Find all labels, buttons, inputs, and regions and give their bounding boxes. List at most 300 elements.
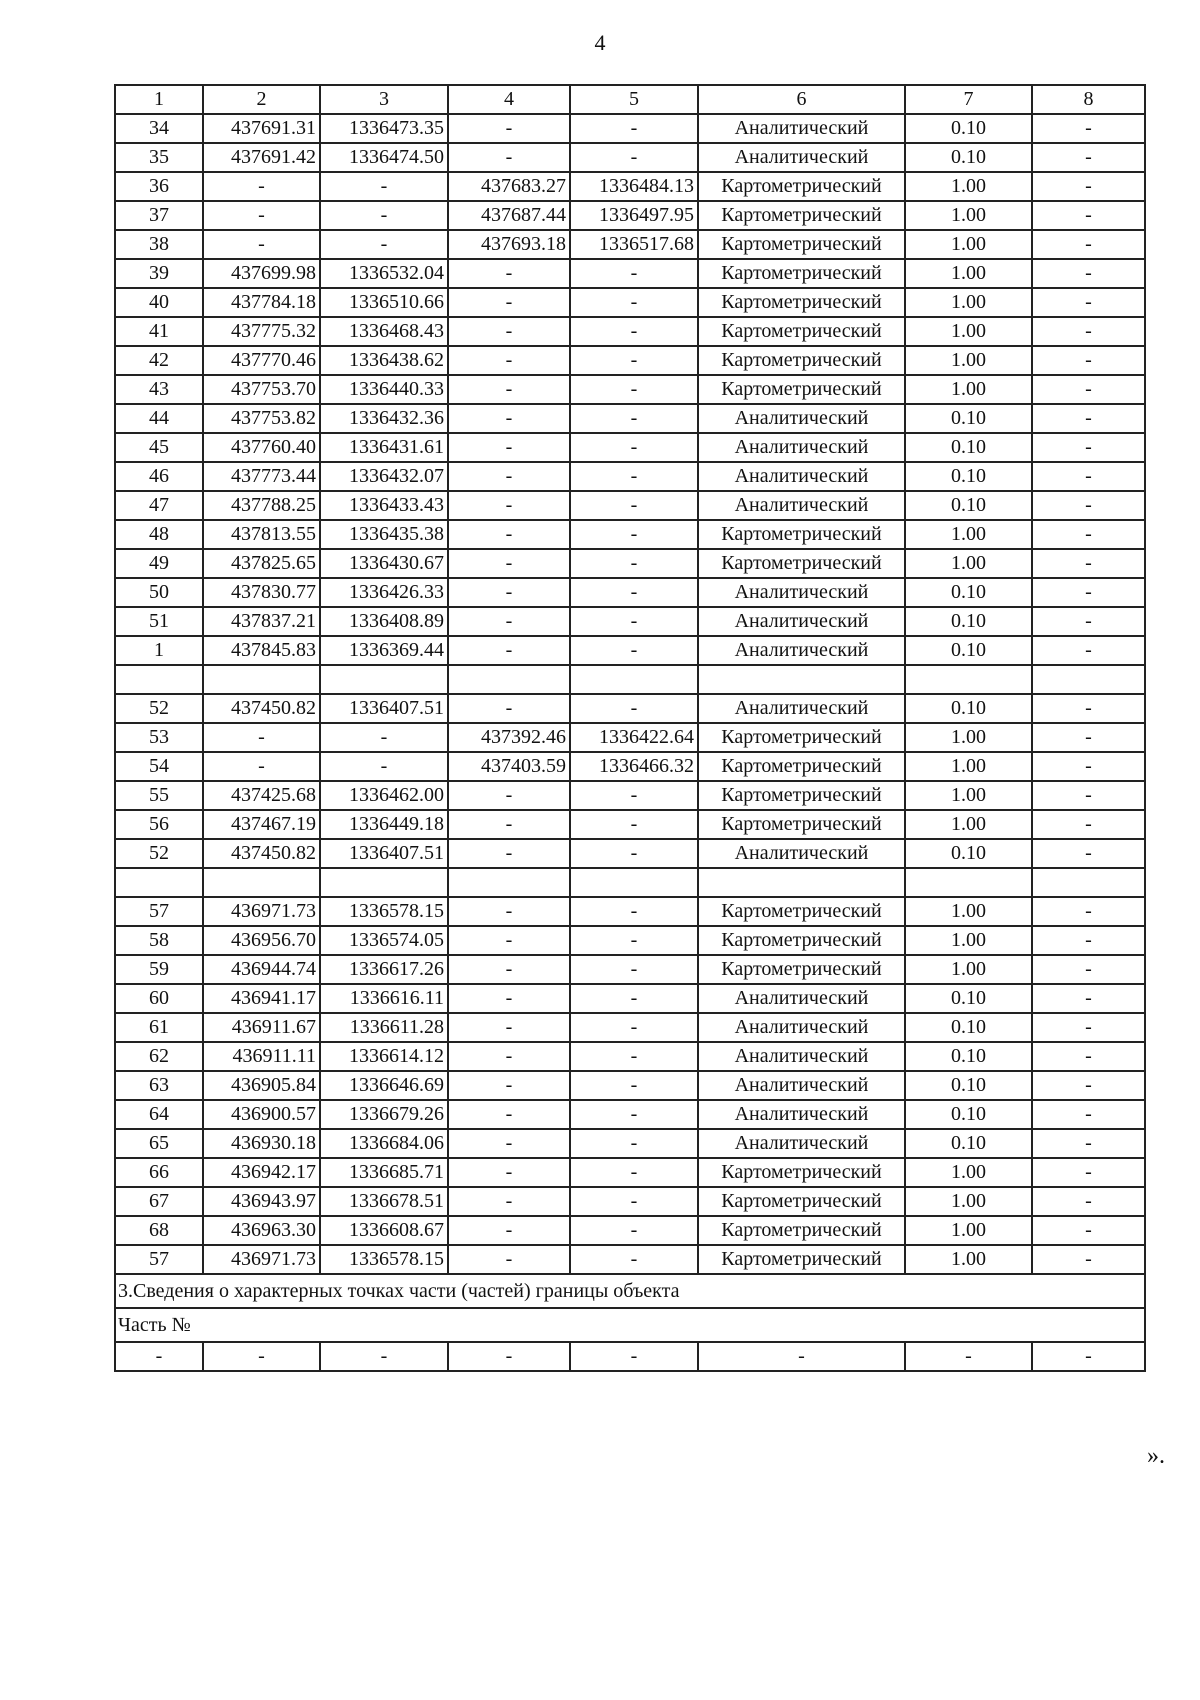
- table-cell: 42: [115, 346, 203, 375]
- table-cell: Аналитический: [698, 1100, 905, 1129]
- table-cell: -: [448, 1187, 570, 1216]
- table-row: [115, 723, 1145, 752]
- table-cell: 437467.19: [203, 810, 320, 839]
- table-cell: -: [448, 143, 570, 172]
- table-cell: 437770.46: [203, 346, 320, 375]
- table-cell: Аналитический: [698, 1013, 905, 1042]
- table-cell: 54: [115, 752, 203, 781]
- table-cell: 1336484.13: [570, 172, 698, 201]
- table-cell: Картометрический: [698, 781, 905, 810]
- table-cell: -: [570, 433, 698, 462]
- table-row: [115, 201, 1145, 230]
- table-cell: 37: [115, 201, 203, 230]
- table-cell: -: [570, 1216, 698, 1245]
- table-cell: 34: [115, 114, 203, 143]
- table-row: [115, 1100, 1145, 1129]
- table-cell: 1.00: [905, 1187, 1032, 1216]
- table-cell: 436941.17: [203, 984, 320, 1013]
- table-cell: -: [570, 1071, 698, 1100]
- table-row: [115, 1013, 1145, 1042]
- table-cell: 436930.18: [203, 1129, 320, 1158]
- table-cell: -: [1032, 1100, 1145, 1129]
- table-cell: [203, 665, 320, 694]
- separator-row: [115, 665, 1145, 694]
- table-cell: -: [1032, 404, 1145, 433]
- table-cell: 437753.82: [203, 404, 320, 433]
- table-cell: -: [1032, 491, 1145, 520]
- table-cell: -: [448, 578, 570, 607]
- table-row: [115, 1129, 1145, 1158]
- table-cell: -: [448, 810, 570, 839]
- table-cell: 437450.82: [203, 839, 320, 868]
- table-cell: 1336678.51: [320, 1187, 448, 1216]
- table-cell: Аналитический: [698, 404, 905, 433]
- table-cell: 1336407.51: [320, 839, 448, 868]
- table-row: [115, 549, 1145, 578]
- table-cell: -: [1032, 230, 1145, 259]
- table-cell: 47: [115, 491, 203, 520]
- table-cell: 53: [115, 723, 203, 752]
- table-cell: -: [448, 636, 570, 665]
- table-cell: Картометрический: [698, 201, 905, 230]
- table-cell: 437403.59: [448, 752, 570, 781]
- table-cell: -: [570, 346, 698, 375]
- table-cell: [320, 665, 448, 694]
- table-cell: 59: [115, 955, 203, 984]
- table-cell: 62: [115, 1042, 203, 1071]
- table-cell: -: [115, 1342, 203, 1371]
- table-cell: 1.00: [905, 172, 1032, 201]
- table-cell: -: [1032, 346, 1145, 375]
- table-cell: -: [1032, 810, 1145, 839]
- table-cell: -: [448, 346, 570, 375]
- table-cell: 1.00: [905, 1158, 1032, 1187]
- table-cell: 1.00: [905, 520, 1032, 549]
- table-cell: 1.00: [905, 288, 1032, 317]
- table-row: [115, 955, 1145, 984]
- table-cell: 40: [115, 288, 203, 317]
- table-row: [115, 897, 1145, 926]
- table-cell: -: [448, 1342, 570, 1371]
- table-cell: Аналитический: [698, 491, 905, 520]
- table-cell: Картометрический: [698, 752, 905, 781]
- table-cell: Аналитический: [698, 114, 905, 143]
- table-cell: 1336474.50: [320, 143, 448, 172]
- table-row: [115, 1216, 1145, 1245]
- table-cell: -: [1032, 1245, 1145, 1274]
- table-cell: 46: [115, 462, 203, 491]
- table-cell: 437691.31: [203, 114, 320, 143]
- table-cell: -: [570, 143, 698, 172]
- table-cell: -: [448, 839, 570, 868]
- table-cell: 0.10: [905, 491, 1032, 520]
- table-cell: -: [1032, 1158, 1145, 1187]
- table-cell: -: [1032, 1342, 1145, 1371]
- table-cell: 1336430.67: [320, 549, 448, 578]
- table-cell: 0.10: [905, 143, 1032, 172]
- table-cell: 57: [115, 897, 203, 926]
- table-cell: -: [1032, 1129, 1145, 1158]
- table-header-row: [115, 85, 1145, 114]
- table-cell: -: [570, 636, 698, 665]
- table-cell: 64: [115, 1100, 203, 1129]
- table-cell: 1336616.11: [320, 984, 448, 1013]
- table-cell: 0.10: [905, 114, 1032, 143]
- table-cell: 1.00: [905, 723, 1032, 752]
- table-row: [115, 926, 1145, 955]
- table-cell: 436944.74: [203, 955, 320, 984]
- table-cell: 1.00: [905, 549, 1032, 578]
- table-cell: 0.10: [905, 1129, 1032, 1158]
- table-cell: -: [1032, 520, 1145, 549]
- table-cell: 437693.18: [448, 230, 570, 259]
- table-row: [115, 346, 1145, 375]
- table-cell: -: [570, 1100, 698, 1129]
- table-cell: 1.00: [905, 781, 1032, 810]
- table-cell: -: [1032, 462, 1145, 491]
- table-row: [115, 317, 1145, 346]
- table-cell: -: [1032, 694, 1145, 723]
- table-cell: 436905.84: [203, 1071, 320, 1100]
- table-cell: 1336432.07: [320, 462, 448, 491]
- table-cell: 55: [115, 781, 203, 810]
- table-cell: -: [320, 172, 448, 201]
- table-cell: 436911.11: [203, 1042, 320, 1071]
- header-cell: 2: [203, 85, 320, 114]
- table-cell: 1: [115, 636, 203, 665]
- table-cell: -: [1032, 259, 1145, 288]
- table-cell: -: [570, 288, 698, 317]
- table-cell: 1336574.05: [320, 926, 448, 955]
- table-cell: 45: [115, 433, 203, 462]
- table-row: [115, 404, 1145, 433]
- table-cell: 0.10: [905, 404, 1032, 433]
- table-cell: 0.10: [905, 433, 1032, 462]
- table-cell: 1336431.61: [320, 433, 448, 462]
- table-cell: 60: [115, 984, 203, 1013]
- table-cell: -: [448, 1042, 570, 1071]
- table-cell: 1.00: [905, 201, 1032, 230]
- table-cell: 1336438.62: [320, 346, 448, 375]
- table-cell: 50: [115, 578, 203, 607]
- table-cell: Аналитический: [698, 462, 905, 491]
- table-cell: Картометрический: [698, 955, 905, 984]
- table-cell: 437784.18: [203, 288, 320, 317]
- table-cell: -: [570, 114, 698, 143]
- table-cell: -: [320, 723, 448, 752]
- table-cell: 1.00: [905, 752, 1032, 781]
- table-cell: -: [570, 259, 698, 288]
- table-cell: -: [570, 491, 698, 520]
- table-cell: 437837.21: [203, 607, 320, 636]
- table-cell: -: [570, 607, 698, 636]
- table-cell: -: [570, 1187, 698, 1216]
- table-cell: 0.10: [905, 1100, 1032, 1129]
- table-cell: 38: [115, 230, 203, 259]
- table-cell: -: [203, 752, 320, 781]
- table-cell: -: [1032, 752, 1145, 781]
- table-row: [115, 114, 1145, 143]
- table-cell: Аналитический: [698, 1042, 905, 1071]
- table-cell: 66: [115, 1158, 203, 1187]
- table-cell: -: [320, 1342, 448, 1371]
- table-row: [115, 1187, 1145, 1216]
- table-cell: Картометрический: [698, 897, 905, 926]
- table-cell: -: [1032, 1187, 1145, 1216]
- table-cell: -: [448, 897, 570, 926]
- table-cell: -: [570, 694, 698, 723]
- table-cell: Картометрический: [698, 1187, 905, 1216]
- table-cell: 437450.82: [203, 694, 320, 723]
- table-cell: Картометрический: [698, 723, 905, 752]
- table-cell: [570, 665, 698, 694]
- table-cell: 0.10: [905, 694, 1032, 723]
- table-cell: -: [1032, 781, 1145, 810]
- table-cell: 1.00: [905, 955, 1032, 984]
- table-cell: 52: [115, 694, 203, 723]
- table-cell: Картометрический: [698, 230, 905, 259]
- table-cell: 63: [115, 1071, 203, 1100]
- table-cell: -: [570, 1342, 698, 1371]
- table-cell: [115, 868, 203, 897]
- table-row: [115, 288, 1145, 317]
- table-row: [115, 230, 1145, 259]
- table-row: [115, 172, 1145, 201]
- separator-row: [115, 868, 1145, 897]
- table-cell: -: [1032, 375, 1145, 404]
- table-cell: 437813.55: [203, 520, 320, 549]
- table-cell: -: [1032, 723, 1145, 752]
- table-cell: -: [570, 955, 698, 984]
- table-cell: 43: [115, 375, 203, 404]
- table-row: [115, 1245, 1145, 1274]
- table-cell: [698, 665, 905, 694]
- table-cell: -: [448, 549, 570, 578]
- table-cell: 39: [115, 259, 203, 288]
- table-cell: 437760.40: [203, 433, 320, 462]
- table-cell: 67: [115, 1187, 203, 1216]
- table-row: [115, 984, 1145, 1013]
- table-cell: -: [1032, 926, 1145, 955]
- table-cell: -: [570, 984, 698, 1013]
- table-cell: -: [448, 317, 570, 346]
- table-cell: -: [570, 1042, 698, 1071]
- table-row: [115, 520, 1145, 549]
- table-cell: 436943.97: [203, 1187, 320, 1216]
- table-cell: -: [1032, 578, 1145, 607]
- table-cell: -: [448, 1129, 570, 1158]
- table-cell: -: [448, 462, 570, 491]
- table-cell: 1336432.36: [320, 404, 448, 433]
- table-cell: -: [320, 752, 448, 781]
- table-cell: -: [1032, 288, 1145, 317]
- table-cell: -: [448, 607, 570, 636]
- header-cell: 7: [905, 85, 1032, 114]
- table-cell: 58: [115, 926, 203, 955]
- table-row: [115, 259, 1145, 288]
- table-cell: -: [1032, 1013, 1145, 1042]
- table-cell: 1.00: [905, 810, 1032, 839]
- table-cell: 1336617.26: [320, 955, 448, 984]
- table-row: [115, 839, 1145, 868]
- table-cell: Аналитический: [698, 984, 905, 1013]
- table-cell: -: [320, 201, 448, 230]
- table-cell: 52: [115, 839, 203, 868]
- table-cell: 437775.32: [203, 317, 320, 346]
- table-cell: -: [1032, 1042, 1145, 1071]
- table-cell: 1336440.33: [320, 375, 448, 404]
- table-cell: Картометрический: [698, 520, 905, 549]
- table-cell: -: [448, 781, 570, 810]
- table-cell: Картометрический: [698, 259, 905, 288]
- table-cell: Картометрический: [698, 288, 905, 317]
- table-cell: -: [570, 549, 698, 578]
- table-cell: -: [448, 433, 570, 462]
- table-cell: 1.00: [905, 897, 1032, 926]
- table-cell: [448, 868, 570, 897]
- table-cell: -: [905, 1342, 1032, 1371]
- table-cell: -: [448, 1013, 570, 1042]
- table-cell: 436963.30: [203, 1216, 320, 1245]
- table-cell: -: [203, 201, 320, 230]
- table-row: [115, 636, 1145, 665]
- table-cell: -: [448, 404, 570, 433]
- table-cell: 437788.25: [203, 491, 320, 520]
- table-cell: -: [203, 172, 320, 201]
- table-cell: 1336466.32: [570, 752, 698, 781]
- table-cell: 48: [115, 520, 203, 549]
- table-cell: 1336426.33: [320, 578, 448, 607]
- table-cell: 56: [115, 810, 203, 839]
- table-cell: 1336433.43: [320, 491, 448, 520]
- table-cell: 61: [115, 1013, 203, 1042]
- table-cell: -: [570, 1158, 698, 1187]
- last-row: [115, 1342, 1145, 1371]
- table-cell: 1336473.35: [320, 114, 448, 143]
- table-cell: Аналитический: [698, 578, 905, 607]
- table-cell: 436971.73: [203, 897, 320, 926]
- table-cell: -: [448, 114, 570, 143]
- table-cell: 1336578.15: [320, 1245, 448, 1274]
- table-cell: -: [448, 926, 570, 955]
- table-cell: -: [1032, 1216, 1145, 1245]
- table-row: [115, 143, 1145, 172]
- table-cell: -: [1032, 839, 1145, 868]
- table-cell: 57: [115, 1245, 203, 1274]
- table-cell: 436911.67: [203, 1013, 320, 1042]
- table-cell: -: [570, 375, 698, 404]
- closing-quote: ».: [1147, 1443, 1165, 1469]
- table-cell: -: [448, 955, 570, 984]
- table-cell: 1.00: [905, 375, 1032, 404]
- table-cell: 1336614.12: [320, 1042, 448, 1071]
- table-row: [115, 1071, 1145, 1100]
- table-cell: -: [1032, 955, 1145, 984]
- table-cell: [698, 868, 905, 897]
- table-cell: Аналитический: [698, 433, 905, 462]
- table-cell: Аналитический: [698, 1071, 905, 1100]
- table-cell: Аналитический: [698, 143, 905, 172]
- table-cell: Аналитический: [698, 1129, 905, 1158]
- table-cell: Картометрический: [698, 172, 905, 201]
- table-cell: 1336685.71: [320, 1158, 448, 1187]
- table-cell: [905, 868, 1032, 897]
- table-cell: -: [203, 230, 320, 259]
- table-cell: 436956.70: [203, 926, 320, 955]
- table-row: [115, 1158, 1145, 1187]
- table-cell: 437392.46: [448, 723, 570, 752]
- table-cell: [448, 665, 570, 694]
- part-label-row: [115, 1308, 1145, 1342]
- table-body: [115, 85, 1145, 1274]
- table-cell: 1336449.18: [320, 810, 448, 839]
- header-cell: 1: [115, 85, 203, 114]
- table-cell: Картометрический: [698, 1216, 905, 1245]
- table-cell: -: [1032, 143, 1145, 172]
- table-cell: 1336517.68: [570, 230, 698, 259]
- table-cell: -: [1032, 1071, 1145, 1100]
- table-cell: 0.10: [905, 1071, 1032, 1100]
- table-cell: Аналитический: [698, 839, 905, 868]
- table-cell: 0.10: [905, 636, 1032, 665]
- table-cell: 1336369.44: [320, 636, 448, 665]
- table-cell: Картометрический: [698, 549, 905, 578]
- table-cell: -: [448, 1071, 570, 1100]
- table-cell: -: [570, 926, 698, 955]
- table-cell: [1032, 868, 1145, 897]
- table-cell: 0.10: [905, 1013, 1032, 1042]
- table-cell: 1336497.95: [570, 201, 698, 230]
- table-cell: -: [1032, 433, 1145, 462]
- table-cell: Картометрический: [698, 1158, 905, 1187]
- table-cell: 1336679.26: [320, 1100, 448, 1129]
- table-cell: 437425.68: [203, 781, 320, 810]
- table-cell: -: [448, 288, 570, 317]
- table-row: [115, 491, 1145, 520]
- coordinates-table: [114, 84, 1146, 1372]
- table-cell: 437687.44: [448, 201, 570, 230]
- table-cell: [203, 868, 320, 897]
- section-title-row: [115, 1274, 1145, 1308]
- table-cell: -: [570, 781, 698, 810]
- table-cell: -: [448, 491, 570, 520]
- table-cell: 437825.65: [203, 549, 320, 578]
- table-row: [115, 1042, 1145, 1071]
- table-cell: -: [203, 1342, 320, 1371]
- table-row: [115, 781, 1145, 810]
- table-cell: 437845.83: [203, 636, 320, 665]
- table-cell: [905, 665, 1032, 694]
- table-cell: 436942.17: [203, 1158, 320, 1187]
- table-cell: -: [1032, 317, 1145, 346]
- table-cell: -: [448, 1245, 570, 1274]
- table-cell: 1336611.28: [320, 1013, 448, 1042]
- table-cell: 41: [115, 317, 203, 346]
- table-cell: 1.00: [905, 1216, 1032, 1245]
- table-cell: Картометрический: [698, 810, 905, 839]
- table-row: [115, 607, 1145, 636]
- table-row: [115, 375, 1145, 404]
- table-cell: -: [448, 1100, 570, 1129]
- table-row: [115, 694, 1145, 723]
- table-footer: [115, 1274, 1145, 1371]
- table-cell: 51: [115, 607, 203, 636]
- table-cell: Картометрический: [698, 926, 905, 955]
- table-cell: 1.00: [905, 317, 1032, 346]
- table-cell: 436971.73: [203, 1245, 320, 1274]
- table-row: [115, 578, 1145, 607]
- table-cell: 437699.98: [203, 259, 320, 288]
